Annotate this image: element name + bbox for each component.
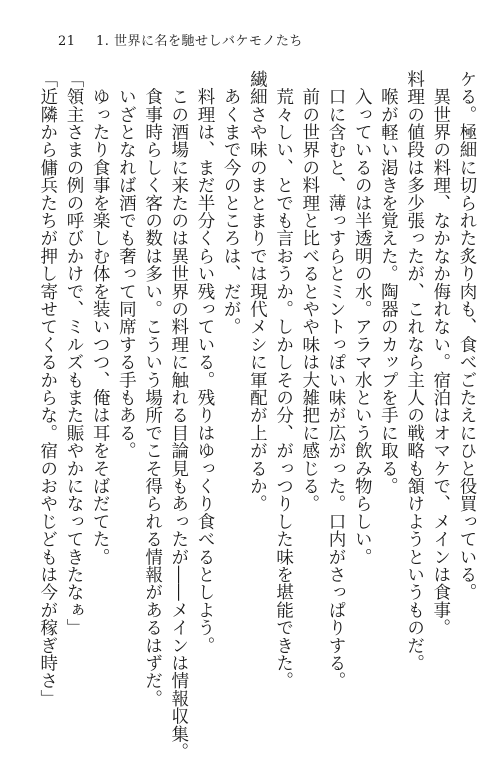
text-line: 異世界の料理、なかなか侮れない。宿泊はオマケで、メインは食事。 <box>430 70 451 637</box>
text-line: 前の世界の料理と比べるとやや味は大雑把に感じる。 <box>299 70 320 513</box>
page-number: 21 <box>58 34 76 49</box>
text-line: 「近隣から傭兵たちが押し寄せてくるからな。宿のおやじどもは今が稼ぎ時さ」 <box>37 70 58 708</box>
text-line: 口に含むと、薄っすらとミントっぽい味が広がった。口内がさっぱりする。 <box>325 70 346 690</box>
text-line: あくまで今のところは、だが。 <box>221 70 242 336</box>
vertical-text-body <box>37 70 480 760</box>
text-line: 繊細さや味のまとまりでは現代メシに軍配が上がるか。 <box>247 70 268 513</box>
text-line: 食事時らしく客の数は多い。こういう場所でこそ得られる情報があるはずだ。 <box>142 70 163 708</box>
text-line: いざとなれば酒でも奢って同席する手もある。 <box>116 70 137 460</box>
text-line: 入っているのは半透明の水。アラマ水という飲み物らしい。 <box>352 70 373 566</box>
text-line: 料理は、まだ半分くらい残っている。残りはゆっくり食べるとしよう。 <box>194 70 215 655</box>
text-line: 荒々しい、とでも言おうか。しかしその分、がっつりした味を堪能できた。 <box>273 70 294 690</box>
text-line: この酒場に来たのは異世界の料理に触れる目論見もあったが――メインは情報収集。 <box>168 70 189 760</box>
running-header <box>58 30 303 49</box>
text-line: ゆったり食事を楽しむ体を装いつつ、俺は耳をそばだてた。 <box>90 70 111 566</box>
text-line: 料理の値段は多少張ったが、これなら主人の戦略も頷けようというものだ。 <box>404 70 425 672</box>
text-line: 「領主さまの例の呼びかけで、ミルズもまた賑やかになってきたなぁ」 <box>63 70 84 637</box>
text-line: 喉が軽い渇きを覚えた。陶器のカップを手に取る。 <box>378 70 399 495</box>
text-line: ケる。極細に切られた炙り肉も、食べごたえにひと役買っている。 <box>457 70 477 601</box>
chapter-title: 1. 世界に名を馳せしバケモノたち <box>96 34 303 49</box>
